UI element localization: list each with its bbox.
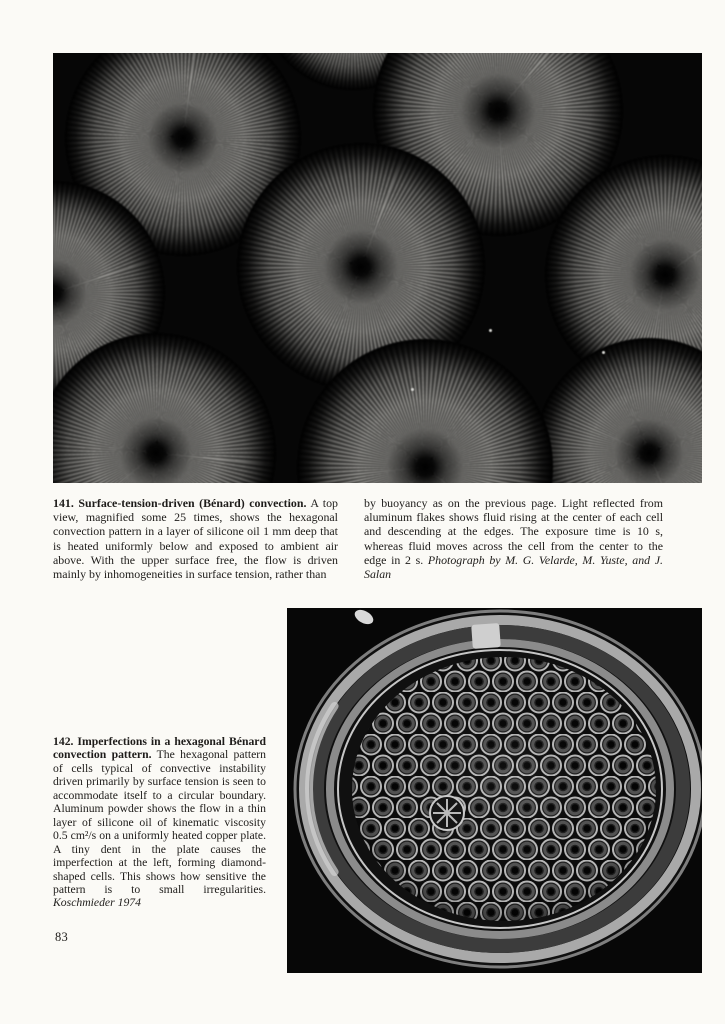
figure-142-text: The hexagonal pattern of cells typical of convective instability driven primarily by surface tension is seen to accommodate itself to a circular boundary. Aluminum powder shows the flow in a thin layer of silicone oil of kinematic viscosity 0.5 cm²/s on a uniformly heated copper plate. A tiny dent in the plate causes the imperfection at the left, forming diamond-shaped cells. This shows how sensitive the pattern is to small irregularities. (53, 748, 266, 896)
figure-142-caption (53, 735, 266, 910)
figure-141-text-col2: by buoyancy as on the previous page. Light reflected from aluminum flakes shows fluid rising at the center of each cell and descending at the edges. The exposure time is 10 s, whereas fluid moves across the cell from the center to the edge in 2 s. (364, 496, 663, 567)
dish (295, 608, 702, 967)
figure-141-photo (53, 53, 702, 483)
figure-142-photo (287, 608, 702, 973)
figure-141-text-col1: A top view, magnified some 25 times, shows the hexagonal convection pattern in a layer of silicone oil 1 mm deep that is heated uniformly below and exposed to ambient air above. With the upper surface free, the flow is driven mainly by inhomogeneities in surface tension, rather than (53, 496, 339, 582)
caption-column-gap (338, 496, 364, 581)
figure-142-title: 142. Imperfections in a hexagonal Bénard convection pattern. (53, 735, 266, 762)
dust-speck (489, 329, 492, 332)
figure-141-credit: Photograph by M. G. Velarde, M. Yuste, and J. Salan (364, 552, 663, 582)
page-number: 83 (55, 930, 69, 944)
figure-141-caption-column-2 (364, 496, 663, 581)
figure-141-caption-column-1 (53, 496, 338, 581)
figure-141-title: 141. Surface-tension-driven (Bénard) convection. (53, 496, 307, 510)
imperfection-cell (430, 796, 464, 830)
figure-141-caption (53, 496, 663, 581)
dust-speck (602, 351, 605, 354)
figure-142-credit: Koschmieder 1974 (53, 896, 141, 910)
benard-dish-illustration (287, 608, 702, 973)
reflection-patch (471, 623, 501, 649)
dust-speck (411, 388, 414, 391)
